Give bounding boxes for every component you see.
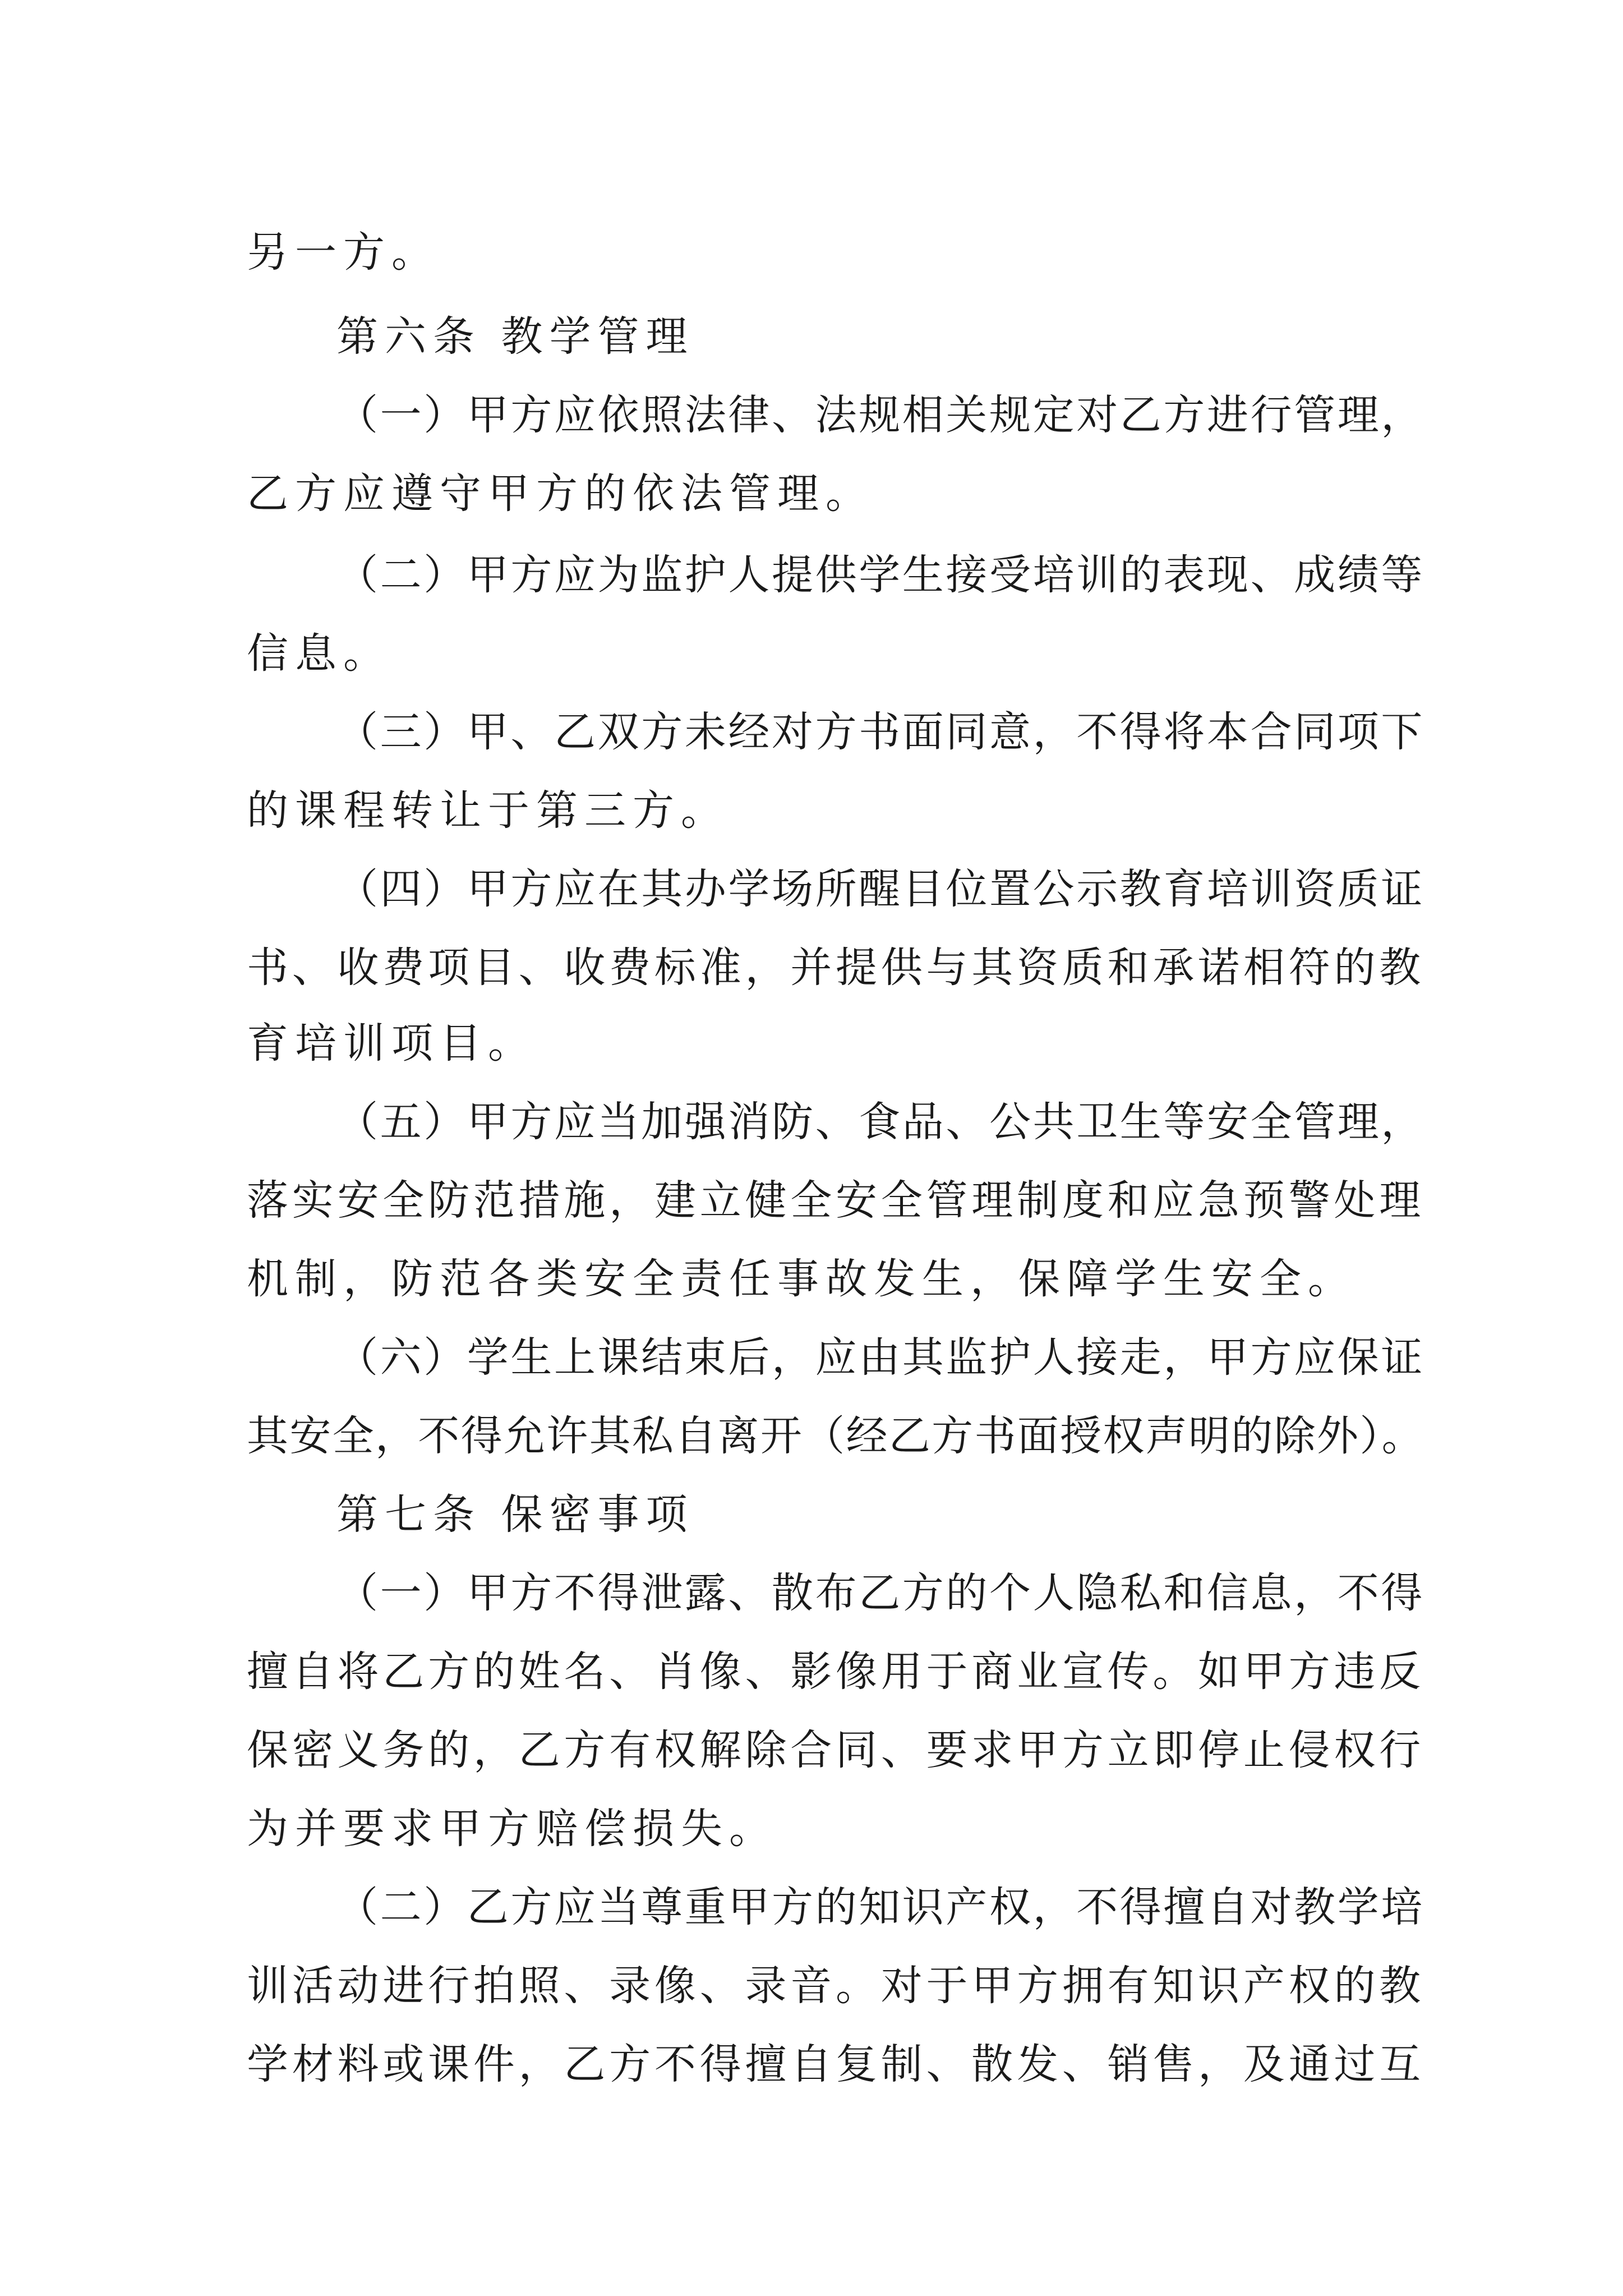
text-line: 为并要求甲方赔偿损失。 [247, 1805, 777, 1853]
text-line: 书、收费项目、收费标准，并提供与其资质和承诺相符的教 [247, 944, 1424, 992]
text-line: （四）甲方应在其办学场所醒目位置公示教育培训资质证 [336, 865, 1424, 913]
text-line: （二）甲方应为监护人提供学生接受培训的表现、成绩等 [336, 551, 1424, 599]
text-line: 信息。 [247, 629, 391, 678]
article-heading: 第七条 保密事项 [336, 1490, 694, 1539]
text-line: （六）学生上课结束后，应由其监护人接走，甲方应保证 [336, 1333, 1424, 1382]
text-line: 训活动进行拍照、录像、录音。对于甲方拥有知识产权的教 [247, 1962, 1424, 2010]
text-line: 擅自将乙方的姓名、肖像、影像用于商业宣传。如甲方违反 [247, 1648, 1424, 1696]
text-line: 育培训项目。 [247, 1019, 536, 1068]
text-line: 的课程转让于第三方。 [247, 786, 729, 835]
text-line: （五）甲方应当加强消防、食品、公共卫生等安全管理， [336, 1098, 1424, 1146]
text-line: （一）甲方应依照法律、法规相关规定对乙方进行管理， [336, 391, 1424, 439]
text-line: 其安全，不得允许其私自离开（经乙方书面授权声明的除外）。 [247, 1412, 1424, 1460]
text-line: （三）甲、乙双方未经对方书面同意，不得将本合同项下 [336, 708, 1424, 756]
text-line: （一）甲方不得泄露、散布乙方的个人隐私和信息，不得 [336, 1569, 1424, 1617]
text-line: 保密义务的，乙方有权解除合同、要求甲方立即停止侵权行 [247, 1726, 1424, 1774]
text-line: （二）乙方应当尊重甲方的知识产权，不得擅自对教学培 [336, 1883, 1424, 1931]
text-line: 落实安全防范措施，建立健全安全管理制度和应急预警处理 [247, 1176, 1424, 1225]
article-heading: 第六条 教学管理 [336, 312, 694, 361]
text-line: 另一方。 [247, 228, 440, 277]
text-line: 机制，防范各类安全责任事故发生，保障学生安全。 [247, 1255, 1356, 1303]
text-line: 乙方应遵守甲方的依法管理。 [247, 470, 874, 518]
text-line: 学材料或课件，乙方不得擅自复制、散发、销售，及通过互 [247, 2040, 1424, 2088]
